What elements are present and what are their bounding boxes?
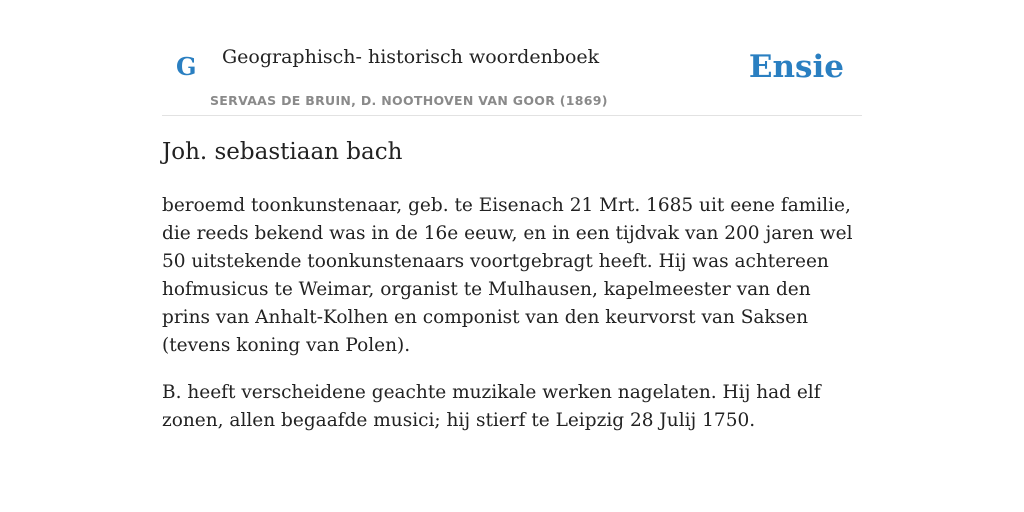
entry-paragraph: B. heeft verscheidene geachte muzikale werken nagelaten. Hij had elf zonen, allen begaafde musici; hij stierf te Leipzig 28 Julij 1750. — [162, 382, 821, 431]
entry-title: Joh. sebastiaan bach — [162, 139, 403, 165]
book-letter-icon[interactable]: G — [176, 52, 197, 81]
entry-paragraph: beroemd toonkunstenaar, geb. te Eisenach 21 Mrt. 1685 uit eene familie, die reeds bekend was in de 16e eeuw, en in een tijdvak van 200 jaren wel 50 uitstekende toonkunstenaars voortgebragt heeft. Hij was achtereen hofmusicus te Weimar, organist te Mulhausen, kapelmeester van den prins van Anhalt-Kolhen en componist van den keurvorst van Saksen (tevens koning van Polen). — [162, 195, 853, 356]
book-header — [162, 30, 862, 116]
ensie-logo[interactable]: Ensie — [748, 49, 844, 85]
book-title[interactable]: Geographisch- historisch woordenboek — [222, 46, 600, 68]
entry-body — [162, 192, 862, 454]
book-authors: SERVAAS DE BRUIN, D. NOOTHOVEN VAN GOOR (1869) — [210, 93, 608, 108]
